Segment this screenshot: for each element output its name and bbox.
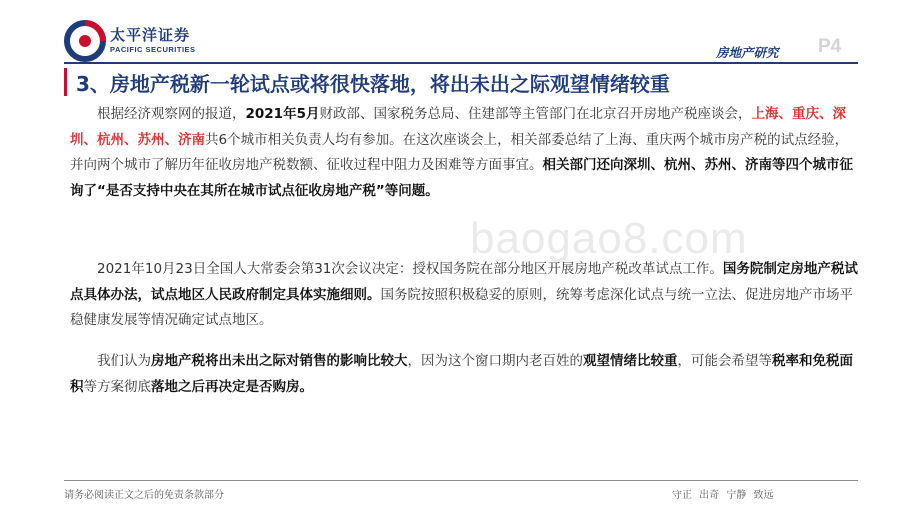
p3-emphasis-4: 落地之后再决定是否购房。 bbox=[151, 378, 313, 395]
title-accent-bar bbox=[64, 68, 67, 96]
p2-text-1: 2021年10月23日全国人大常委会第31次会议决定：授权国务院在部分地区开展房地产税改革试点工作。 bbox=[97, 261, 723, 277]
p1-date: 2021年5月 bbox=[245, 106, 320, 122]
logo-brand-en: PACIFIC SECURITIES bbox=[110, 45, 196, 54]
p1-end: 等问题。 bbox=[384, 183, 439, 200]
header-divider bbox=[64, 62, 858, 64]
p3-emphasis-2: 观望情绪比较重 bbox=[583, 353, 678, 369]
p1-cities: 上海、重庆、深圳、杭州、苏州、济南 bbox=[70, 106, 846, 148]
p3-text-3: ，可能会希望等 bbox=[677, 353, 772, 369]
footer-disclaimer: 请务必阅读正文之后的免责条款部分 bbox=[64, 490, 224, 501]
p3-text-4: 等方案彻底 bbox=[83, 378, 151, 395]
p3-text-1: 我们认为 bbox=[97, 353, 151, 369]
paragraph-1 bbox=[70, 102, 860, 205]
p3-emphasis-1: 房地产税将出未出之际对销售的影响比较大 bbox=[151, 353, 408, 369]
logo-brand-cn: 太平洋证券 bbox=[110, 26, 191, 44]
p1-text-2: 财政部、国家税务总局、住建部等主管部门在北京召开房地产税座谈会， bbox=[319, 106, 752, 122]
p2-emphasis: 国务院制定房地产税试点具体办法，试点地区人民政府制定具体实施细则。 bbox=[70, 261, 858, 303]
watermark: baogao8.com bbox=[470, 214, 748, 263]
p1-text-3: 共6个城市相关负责人均有参加。在这次座谈会上，相关部委总结了上海、重庆两个城市房产税的试点经验，并向两个城市了解历年征收房地产税数额、征收过程中阻力及困难等方面事宜。 bbox=[70, 131, 849, 174]
p1-emphasis: 相关部门还向深圳、杭州、苏州、济南等四个城市征询了“是否支持中央在其所在城市试点征收房地产税” bbox=[70, 157, 853, 200]
page-number: P4 bbox=[818, 36, 842, 57]
footer-motto: 守正 出奇 宁静 致远 bbox=[672, 490, 774, 501]
p3-text-2: ，因为这个窗口期内老百姓的 bbox=[407, 353, 583, 369]
paragraph-3 bbox=[70, 349, 860, 400]
logo-mark-icon bbox=[64, 20, 106, 62]
paragraph-2 bbox=[70, 257, 860, 334]
section-name: 房地产研究 bbox=[716, 45, 779, 60]
footer-divider bbox=[64, 480, 858, 481]
p1-text-1: 根据经济观察网的报道， bbox=[97, 106, 246, 122]
p2-text-2: 国务院按照积极稳妥的原则，统筹考虑深化试点与统一立法、促进房地产市场平稳健康发展等情况确定试点地区。 bbox=[70, 286, 853, 329]
company-logo bbox=[64, 20, 194, 64]
p3-emphasis-3: 税率和免税面积 bbox=[70, 353, 853, 395]
slide-title: 3、房地产税新一轮试点或将很快落地，将出未出之际观望情绪较重 bbox=[76, 72, 670, 96]
